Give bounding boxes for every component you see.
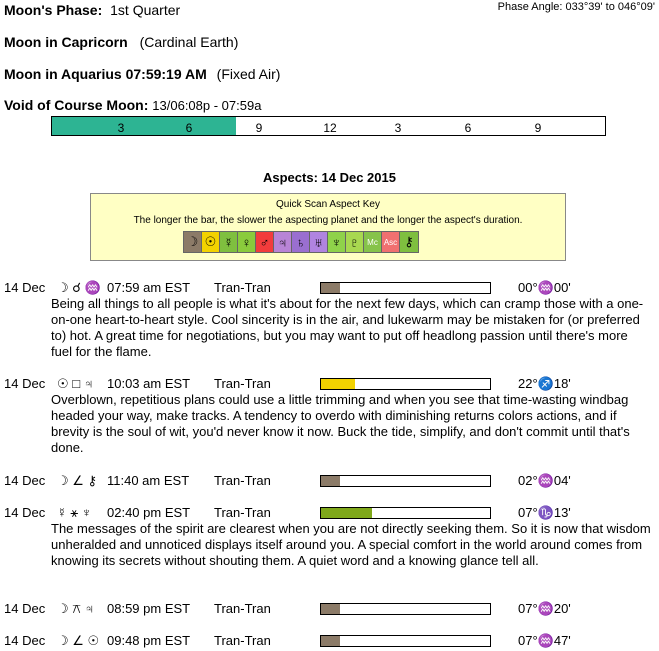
aspect-key-box xyxy=(90,193,566,261)
aspect-type: Tran-Tran xyxy=(214,601,271,616)
aspect-glyphs: ☽ ⚻ ♃ xyxy=(57,601,95,616)
aspect-time: 08:59 pm EST xyxy=(107,601,191,616)
aspect-key-swatch: ♅ xyxy=(310,232,328,252)
timeline-tick: 3 xyxy=(117,121,125,135)
moon-phase xyxy=(4,2,180,18)
timeline-tick: 9 xyxy=(255,121,263,135)
aspects-title: Aspects: 14 Dec 2015 xyxy=(263,170,396,185)
aspect-position: 22°♐18' xyxy=(518,376,571,391)
moon-phase-label: Moon's Phase: xyxy=(4,2,103,18)
aspect-type: Tran-Tran xyxy=(214,280,271,295)
aspect-date: 14 Dec xyxy=(4,633,46,648)
aspect-duration-fill xyxy=(321,283,340,293)
aspect-glyphs: ☽ ☌ ♒ xyxy=(57,280,101,295)
aspect-key-swatch: Mc xyxy=(364,232,382,252)
aspect-time: 10:03 am EST xyxy=(107,376,191,391)
aspect-duration-fill xyxy=(321,508,372,518)
aspect-glyphs: ☉ □ ♃ xyxy=(57,376,94,391)
timeline-tick: 6 xyxy=(464,121,472,135)
aspect-position: 07°♒20' xyxy=(518,601,571,616)
phase-angle: Phase Angle: 033°39' to 046°09' xyxy=(497,1,655,13)
moon-sign-2-detail: (Fixed Air) xyxy=(216,66,281,82)
aspect-description: Overblown, repetitious plans could use a little trimming and when you see that time-wasting windbag headed your way, make tracks. A tendency to overdo with diminishing returns colors actions, and if brevity is the soul of wit, you'd never know it now. Buck the tide, simplify, and don't commit until that's done. xyxy=(51,392,630,455)
aspect-key-swatches xyxy=(183,231,419,253)
aspect-position: 07°♒47' xyxy=(518,633,571,648)
aspect-date: 14 Dec xyxy=(4,505,46,520)
aspect-type: Tran-Tran xyxy=(214,473,271,488)
aspect-duration-fill xyxy=(321,636,340,646)
aspect-duration-bar xyxy=(320,603,491,615)
aspect-type: Tran-Tran xyxy=(214,633,271,648)
aspect-time: 09:48 pm EST xyxy=(107,633,191,648)
aspect-row xyxy=(0,473,659,491)
aspect-key-swatch: ☉ xyxy=(202,232,220,252)
moon-sign-1 xyxy=(4,34,238,50)
void-of-course-timeline xyxy=(51,116,606,136)
aspect-row xyxy=(0,633,659,651)
aspect-key-swatch: ☽ xyxy=(184,232,202,252)
aspect-key-swatch: ♀ xyxy=(238,232,256,252)
aspect-date: 14 Dec xyxy=(4,601,46,616)
timeline-tick: 9 xyxy=(534,121,542,135)
timeline-tick: 3 xyxy=(394,121,402,135)
aspect-glyphs: ☽ ∠ ⚷ xyxy=(57,473,98,488)
aspect-position: 00°♒00' xyxy=(518,280,571,295)
aspect-duration-bar xyxy=(320,475,491,487)
aspect-position: 07°♑13' xyxy=(518,505,571,520)
void-of-course-label: Void of Course Moon: xyxy=(4,97,149,113)
aspect-time: 11:40 am EST xyxy=(107,473,190,488)
aspect-date: 14 Dec xyxy=(4,473,46,488)
aspect-duration-fill xyxy=(321,379,355,389)
timeline-fill xyxy=(52,117,236,135)
aspect-description: Being all things to all people is what it's about for the next few days, which can cramp those with a one-on-one heart-to-heart style. Cool sincerity is in the air, and lukewarm may be mistaken for (or preferred to) hot. A great time for negotiations, but you may want to put off headlong passion until there's more fuel for the flame. xyxy=(51,296,644,359)
aspect-key-swatch: ♃ xyxy=(274,232,292,252)
moon-sign-2 xyxy=(4,66,280,82)
aspect-date: 14 Dec xyxy=(4,280,46,295)
aspect-type: Tran-Tran xyxy=(214,505,271,520)
void-of-course xyxy=(4,97,261,113)
aspect-type: Tran-Tran xyxy=(214,376,271,391)
aspect-key-swatch: ⚷ xyxy=(400,232,418,252)
aspect-key-swatch: ♂ xyxy=(256,232,274,252)
timeline-tick: 12 xyxy=(323,121,337,135)
aspect-key-swatch: Asc xyxy=(382,232,400,252)
aspect-key-description: The longer the bar, the slower the aspecting planet and the longer the aspect's duration. xyxy=(133,215,523,226)
aspect-duration-bar xyxy=(320,507,491,519)
aspect-duration-bar xyxy=(320,635,491,647)
moon-sign-1-label: Moon in Capricorn xyxy=(4,34,128,50)
aspect-key-title: Quick Scan Aspect Key xyxy=(276,199,380,210)
aspect-duration-fill xyxy=(321,476,340,486)
aspect-glyphs: ☽ ∠ ☉ xyxy=(57,633,100,648)
aspect-time: 07:59 am EST xyxy=(107,280,191,295)
aspect-key-swatch: ☿ xyxy=(220,232,238,252)
aspect-row xyxy=(0,601,659,619)
moon-phase-value: 1st Quarter xyxy=(110,2,181,18)
aspect-key-swatch: ♇ xyxy=(346,232,364,252)
aspect-time: 02:40 pm EST xyxy=(107,505,191,520)
aspect-duration-fill xyxy=(321,604,340,614)
aspect-duration-bar xyxy=(320,282,491,294)
aspect-key-swatch: ♆ xyxy=(328,232,346,252)
aspect-date: 14 Dec xyxy=(4,376,46,391)
aspect-description: The messages of the spirit are clearest when you are not directly seeking them. So it is now that wisdom unheralded and unnoticed displays itself around you. A special comfort in the world around comes from knowing its secrets without shouting them. A quiet word and a knowing glance tell all. xyxy=(51,521,651,568)
aspect-key-swatch: ♄ xyxy=(292,232,310,252)
timeline-tick: 6 xyxy=(185,121,193,135)
moon-sign-1-detail: (Cardinal Earth) xyxy=(139,34,239,50)
moon-sign-2-label: Moon in Aquarius 07:59:19 AM xyxy=(4,66,207,82)
aspect-position: 02°♒04' xyxy=(518,473,571,488)
aspect-glyphs: ☿ ⚹ ♆ xyxy=(57,505,92,520)
void-of-course-value: 13/06:08p - 07:59a xyxy=(152,98,262,113)
aspect-duration-bar xyxy=(320,378,491,390)
